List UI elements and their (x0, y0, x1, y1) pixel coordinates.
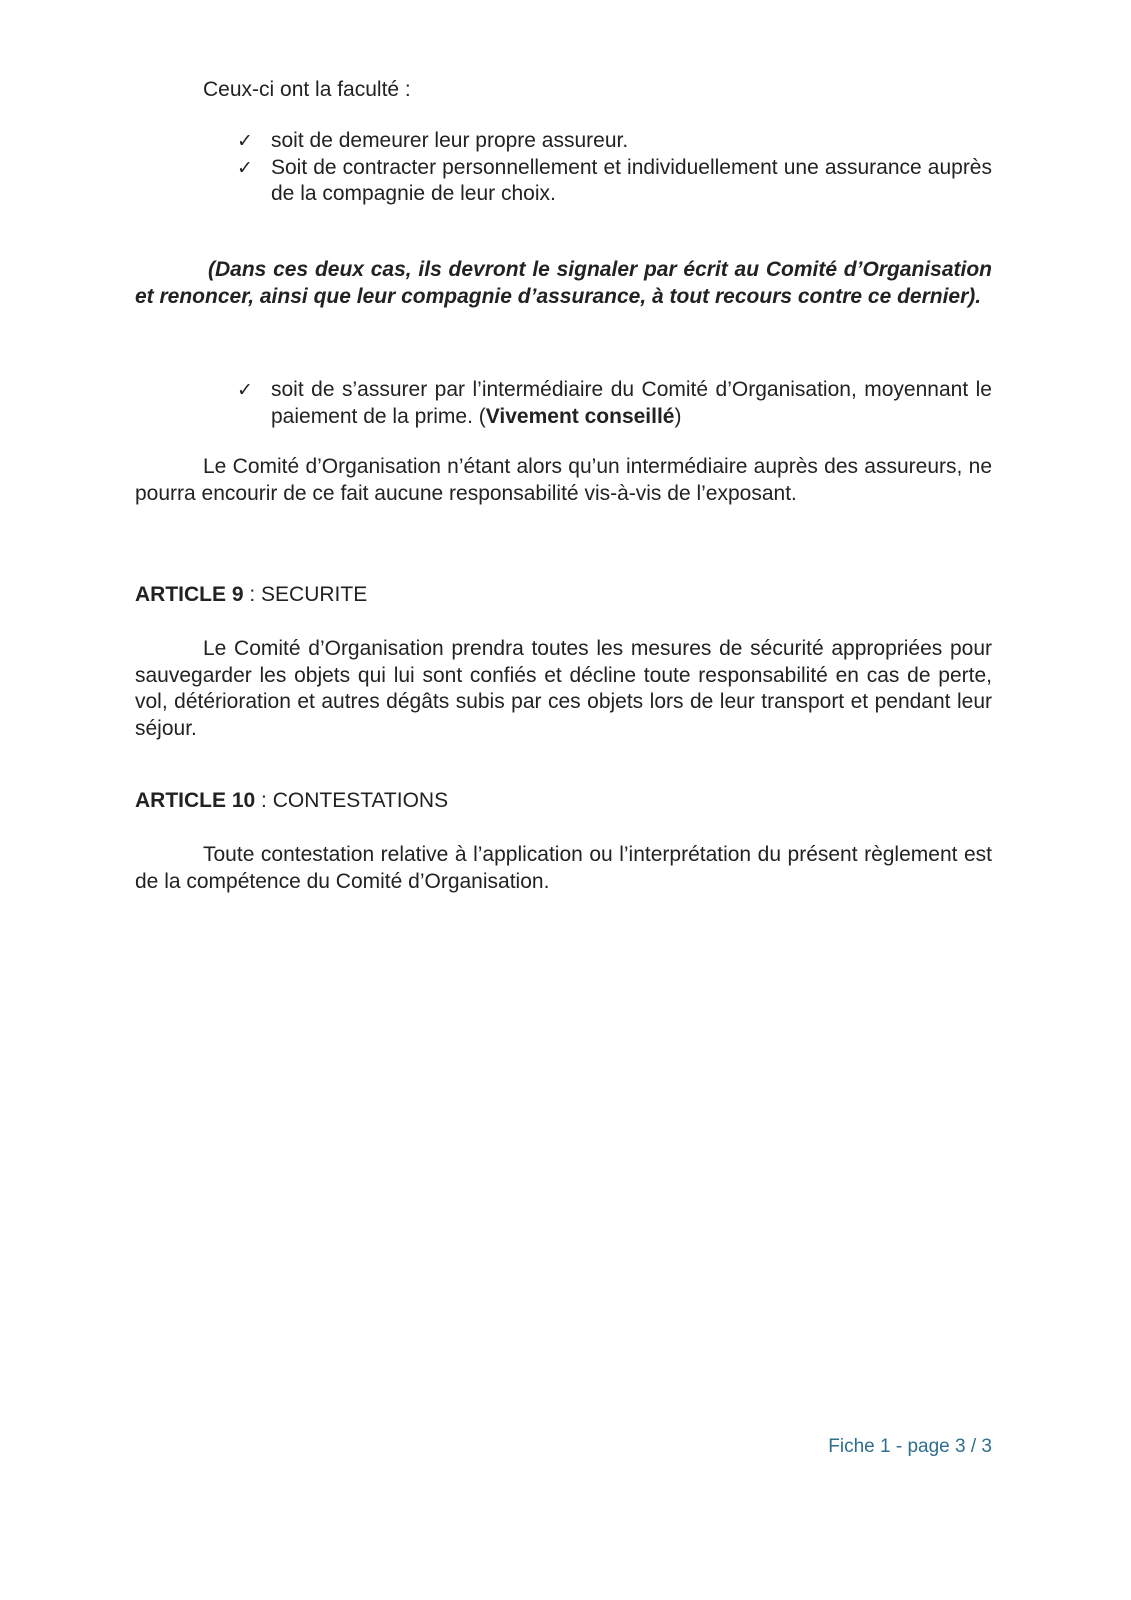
italic-note: (Dans ces deux cas, ils devront le signaler par écrit au Comité d’Organisation et renoncer, ainsi que leur compagnie d’assurance, à tout recours contre ce dernier). (135, 258, 992, 308)
document-page (135, 0, 992, 1600)
article-title: SECURITE (261, 583, 368, 606)
recommended-label: Vivement conseillé (485, 404, 675, 428)
options-list-continued (237, 377, 992, 430)
article-separator: : (243, 583, 262, 606)
article-9-body: Le Comité d’Organisation prendra toutes les mesures de sécurité appropriées pour sauvegarder les objets qui lui sont confiés et décline toute responsabilité en cas de perte, vol, détérioration et autres dégâts subis par ces objets lors de leur transport et pendant leur séjour. (135, 637, 992, 740)
option-text (271, 377, 992, 430)
intermediary-paragraph: Le Comité d’Organisation n’étant alors qu’un intermédiaire auprès des assureurs, ne pourra encourir de ce fait aucune responsabilité vis-à-vis de l’exposant. (135, 455, 992, 505)
option-text: soit de demeurer leur propre assureur. (271, 129, 629, 152)
check-mark-icon: ✓ (237, 379, 253, 401)
article-separator: : (255, 789, 273, 812)
article-9-heading (135, 582, 367, 608)
list-item (237, 377, 992, 430)
list-item (237, 155, 992, 208)
option-text: Soit de contracter personnellement et individuellement une assurance auprès de la compagnie de leur choix. (271, 155, 992, 205)
article-label: ARTICLE 10 (135, 789, 256, 812)
check-mark-icon: ✓ (237, 130, 253, 152)
option-text-main: soit de s’assurer par l’intermédiaire du Comité d’Organisation, moyennant le paiement de la prime. ( (271, 378, 992, 428)
article-10-heading (135, 788, 448, 814)
page-footer: Fiche 1 - page 3 / 3 (828, 1436, 992, 1457)
options-list (237, 128, 992, 208)
list-item (237, 128, 992, 155)
article-title: CONTESTATIONS (272, 789, 449, 812)
option-text-close: ) (674, 404, 682, 428)
article-10-body: Toute contestation relative à l’application ou l’interprétation du présent règlement est de la compétence du Comité d’Organisation. (135, 843, 992, 893)
article-label: ARTICLE 9 (135, 583, 244, 606)
check-mark-icon: ✓ (237, 156, 253, 179)
intro-text: Ceux-ci ont la faculté : (203, 78, 411, 101)
